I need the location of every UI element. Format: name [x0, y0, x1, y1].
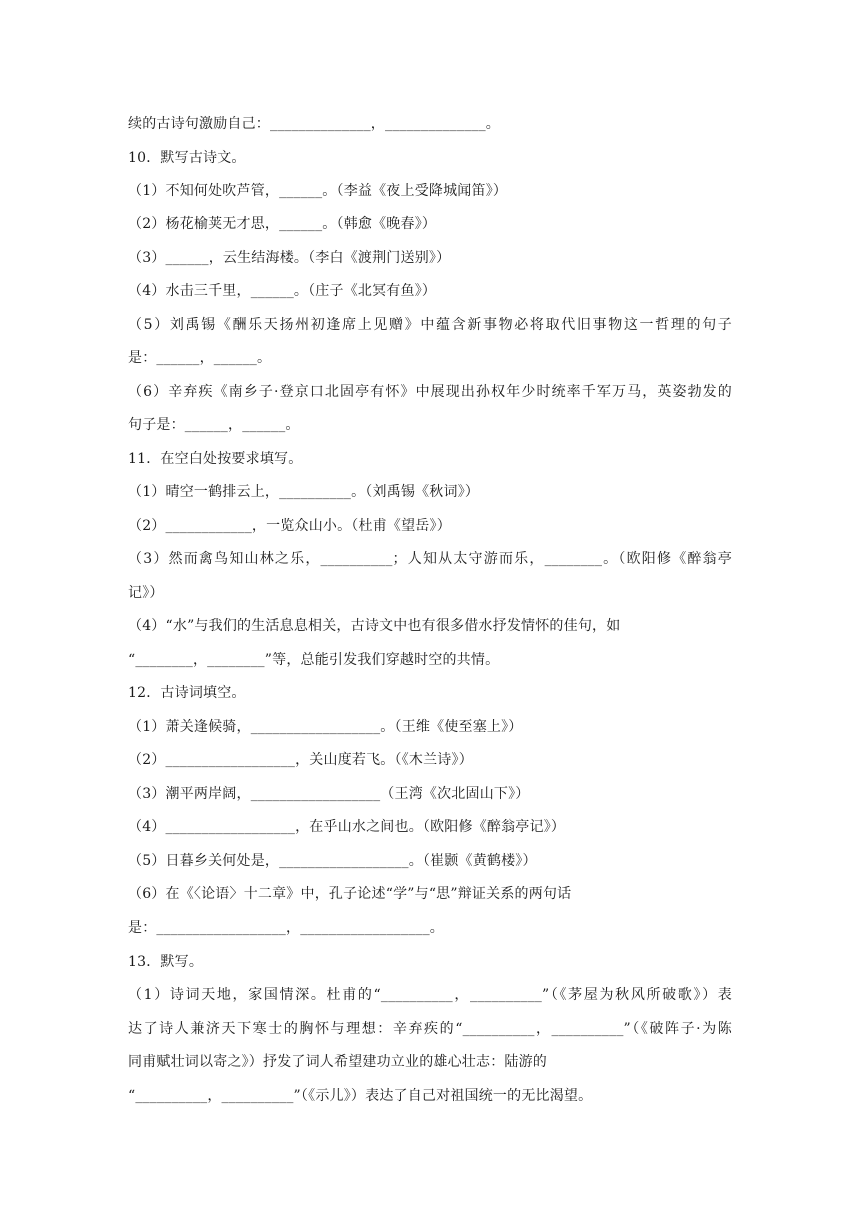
- question-10-item-1: （1）不知何处吹芦管，______。（李益《夜上受降城闻笛》）: [128, 183, 508, 199]
- question-13-heading: 13．默写。: [128, 954, 204, 970]
- question-11-item-4-line-2: “________，________”等，总能引发我们穿越时空的共情。: [128, 652, 500, 668]
- question-12-heading: 12．古诗词填空。: [128, 685, 246, 701]
- question-12-item-2: （2）__________________，关山度若飞。（《木兰诗》）: [128, 752, 473, 768]
- question-12-item-5: （5）日暮乡关何处是，__________________。（崔颢《黄鹤楼》）: [128, 853, 537, 869]
- question-11-heading: 11．在空白处按要求填写。: [128, 451, 303, 467]
- question-12-item-1: （1）萧关逢候骑，__________________。（王维《使至塞上》）: [128, 719, 523, 735]
- question-10-item-5-line-2: 是：______，______。: [128, 350, 272, 366]
- question-13-item-1-line-2: 达了诗人兼济天下寒士的胸怀与理想：辛弃疾的“__________，__________”（《破阵子·为陈: [128, 1021, 732, 1037]
- question-13-item-1-line-3: 同甫赋壮词以寄之》）抒发了词人希望建功立业的雄心壮志：陆游的: [128, 1054, 547, 1070]
- question-12-item-4: （4）__________________，在乎山水之间也。（欧阳修《醉翁亭记》）: [128, 819, 566, 835]
- question-10-item-4: （4）水击三千里，______。（庄子《北冥有鱼》）: [128, 283, 437, 299]
- question-10-item-2: （2）杨花榆荚无才思，______。（韩愈《晚春》）: [128, 216, 437, 232]
- question-10-item-6-line-2: 句子是：______，______。: [128, 417, 300, 433]
- question-11-item-4-line-1: （4）“水”与我们的生活息息相关，古诗文中也有很多借水抒发情怀的佳句，如: [128, 618, 621, 634]
- question-11-item-3-line-2: 记》）: [128, 585, 164, 601]
- question-10-item-3: （3）______，云生结海楼。（李白《渡荆门送别》）: [128, 250, 451, 266]
- question-11-item-1: （1）晴空一鹤排云上，__________。（刘禹锡《秋词》）: [128, 484, 480, 500]
- question-12-item-6-line-2: 是：__________________，__________________。: [128, 920, 444, 936]
- question-10-item-5-line-1: （5）刘禹锡《酬乐天扬州初逢席上见赠》中蕴含新事物必将取代旧事物这一哲理的句子: [128, 317, 732, 333]
- question-13-item-1-line-4: “__________，__________”（《示儿》）表达了自己对祖国统一的无比渴望。: [128, 1088, 593, 1104]
- question-10-item-6-line-1: （6）辛弃疾《南乡子·登京口北固亭有怀》中展现出孙权年少时统率千军万马，英姿勃发的: [128, 384, 732, 400]
- question-11-item-2: （2）____________，一览众山小。（杜甫《望岳》）: [128, 518, 451, 534]
- question-13-item-1-line-1: （1）诗词天地，家国情深。杜甫的“__________，__________”（《茅屋为秋风所破歌》）表: [128, 987, 732, 1003]
- question-11-item-3-line-1: （3）然而禽鸟知山林之乐，__________；人知从太守游而乐，________。（欧阳修《醉翁亭: [128, 551, 732, 567]
- question-12-item-3: （3）潮平两岸阔，__________________（王湾《次北固山下》）: [128, 786, 530, 802]
- question-12-item-6-line-1: （6）在《〈论语〉十二章》中，孔子论述“学”与“思”辩证关系的两句话: [128, 886, 572, 902]
- question-10-heading: 10．默写古诗文。: [128, 150, 246, 166]
- text-line-continuation: 续的古诗句激励自己：______________，______________。: [128, 116, 500, 132]
